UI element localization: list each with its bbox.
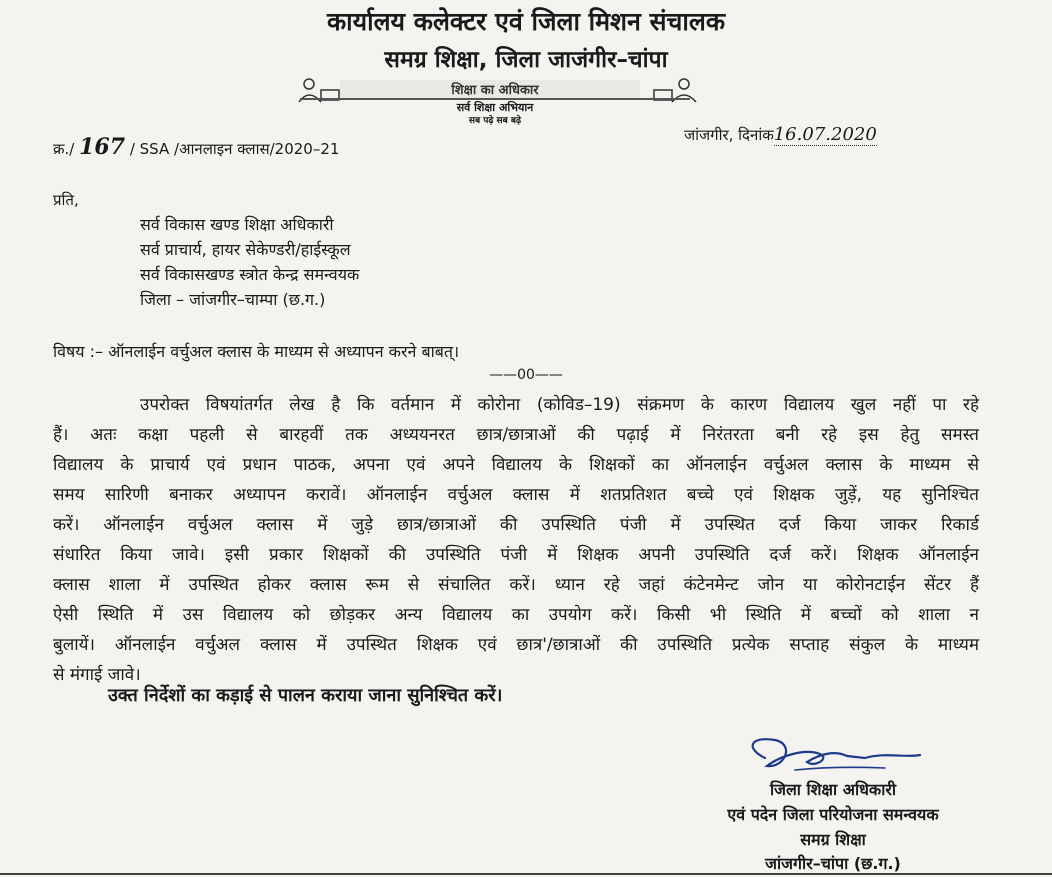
body-line: से मंगाई जावे। [53, 665, 141, 685]
recipient-line: सर्व विकासखण्ड स्त्रोत केन्द्र समन्वयक [140, 265, 360, 284]
body-line: संधारित किया जावे। इसी प्रकार शिक्षकों की उपस्थिति पंजी में शिक्षक अपनी उपस्थिति दर्ज करें। शिक्षक ऑनलाईन [53, 545, 979, 565]
closing-instruction: उक्त निर्देशों का कड़ाई से पालन कराया जाना सुनिश्चित करें। [108, 685, 503, 706]
body-line: बुलायें। ऑनलाईन वर्चुअल क्लास में उपस्थित शिक्षक एवं छात्र'/छात्राओं की उपस्थिति प्रत्येक सप्ताह संकुल के माध्यम [53, 635, 979, 655]
recipient-line: सर्व प्राचार्य, हायर सेकेण्डरी/हाईस्कूल [140, 240, 351, 259]
body-line: ऐसी स्थिति में उस विद्यालय को छोड़कर अन्य विद्यालय का उपयोग करें। किसी भी स्थिति में बच्चों को शाला न [53, 605, 979, 625]
recipient-line: जिला – जांजगीर–चाम्पा (छ.ग.) [140, 290, 326, 309]
body-line: करें। ऑनलाईन वर्चुअल क्लास में जुड़े छात्र/छात्राओं की उपस्थिति पंजी में उपस्थित दर्ज किया जाकर रिकार्ड [53, 515, 979, 535]
body-line: हैं। अतः कक्षा पहली से बारहवीं तक अध्ययनरत छात्र/छात्राओं की पढ़ाई में निरंतरता बनी रहे इस हेतु समस्त [53, 425, 979, 445]
recipient-salutation: प्रति, [53, 191, 79, 209]
office-subtitle: समग्र शिक्षा, जिला जाजंगीर–चांपा [384, 47, 668, 73]
signatory-department: समग्र शिक्षा [800, 830, 866, 849]
rte-logo-banner [280, 76, 710, 128]
letter-date [684, 124, 877, 145]
page-bottom-border [0, 873, 1052, 875]
reference-number [53, 134, 339, 160]
signatory-title: जिला शिक्षा अधिकारी [769, 780, 897, 799]
logo-title: शिक्षा का अधिकार [451, 83, 539, 98]
body-line: विद्यालय के प्राचार्य एवं प्रधान पाठक, अपना एवं अपने विद्यालय के शिक्षकों का ऑनलाईन वर्चुअल क्लास के माध्यम से [53, 455, 979, 475]
office-title: कार्यालय कलेक्टर एवं जिला मिशन संचालक [326, 7, 726, 36]
logo-tagline: सब पढ़े सब बढ़े [468, 116, 522, 126]
signatory-location: जांजगीर–चांपा (छ.ग.) [765, 854, 901, 873]
date-label: जांजगीर, दिनांक [684, 126, 774, 144]
signature-image [735, 728, 925, 783]
body-line: समय सारिणी बनाकर अध्यापन करावें। ऑनलाईन वर्चुअल क्लास में शतप्रतिशत बच्चे एवं शिक्षक जुड़ें, यह सुनिश्चित [53, 485, 979, 505]
ref-handwritten-number: 167 [79, 134, 126, 160]
signatory-designation: एवं पदेन जिला परियोजना समन्वयक [727, 805, 939, 824]
body-line: उपरोक्त विषयांतर्गत लेख है कि वर्तमान में कोरोना (कोविड–19) संक्रमण के कारण विद्यालय खुल नहीं पा रहे [140, 395, 979, 415]
subject-line: विषय :– ऑनलाईन वर्चुअल क्लास के माध्यम से अध्यापन करने बाबत्। [53, 342, 460, 361]
ref-suffix: / SSA /आनलाइन क्लास/2020–21 [129, 140, 340, 158]
body-line: क्लास शाला में उपस्थित होकर क्लास रूम से संचालित करें। ध्यान रहे जहां कंटेनमेन्ट जोन या कोरोनटाईन सेंटर हैं [53, 575, 979, 595]
separator: ——00—— [489, 367, 563, 383]
logo-subtitle: सर्व शिक्षा अभियान [456, 101, 534, 114]
date-handwritten: 16.07.2020 [773, 124, 877, 145]
ref-prefix: क्र./ [53, 140, 75, 158]
recipient-line: सर्व विकास खण्ड शिक्षा अधिकारी [140, 215, 334, 234]
